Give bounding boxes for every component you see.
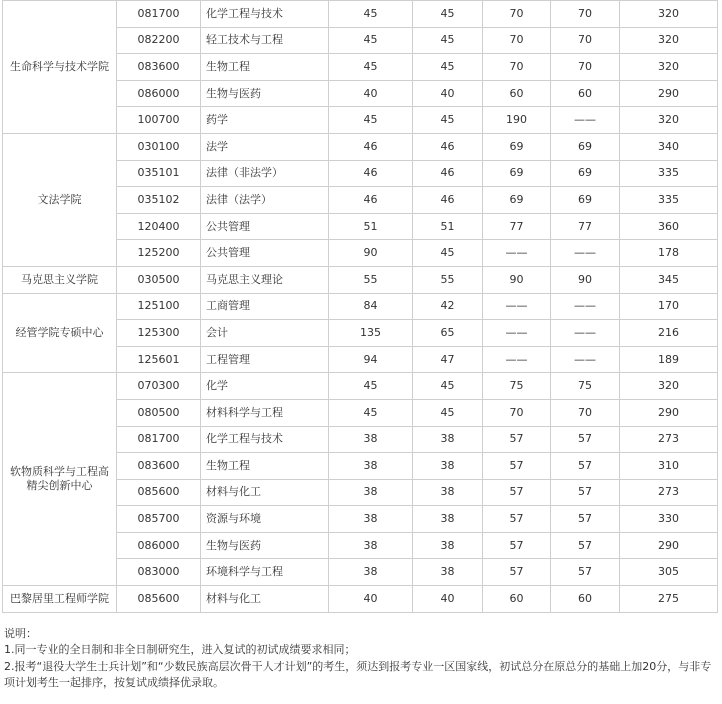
major-name-cell: 工商管理 bbox=[201, 293, 329, 320]
note-item-1: 1.同一专业的全日制和非全日制研究生，进入复试的初试成绩要求相同； bbox=[4, 643, 356, 656]
total-score-cell: 330 bbox=[620, 506, 718, 533]
subject-one-score-cell: 190 bbox=[483, 107, 551, 134]
foreign-language-score-cell: 38 bbox=[413, 479, 483, 506]
score-table bbox=[2, 0, 718, 613]
total-score-cell: 320 bbox=[620, 1, 718, 28]
subject-two-score-cell: 69 bbox=[551, 187, 620, 214]
politics-score-cell: 38 bbox=[329, 506, 413, 533]
foreign-language-score-cell: 46 bbox=[413, 160, 483, 187]
subject-one-score-cell: 60 bbox=[483, 586, 551, 613]
subject-two-score-cell: —— bbox=[551, 320, 620, 347]
subject-two-score-cell: 75 bbox=[551, 373, 620, 400]
table-row bbox=[3, 1, 718, 28]
foreign-language-score-cell: 45 bbox=[413, 399, 483, 426]
major-code-cell: 100700 bbox=[117, 107, 201, 134]
major-code-cell: 125200 bbox=[117, 240, 201, 267]
major-code-cell: 125300 bbox=[117, 320, 201, 347]
foreign-language-score-cell: 55 bbox=[413, 266, 483, 293]
foreign-language-score-cell: 45 bbox=[413, 373, 483, 400]
subject-two-score-cell: —— bbox=[551, 346, 620, 373]
major-code-cell: 081700 bbox=[117, 1, 201, 28]
politics-score-cell: 90 bbox=[329, 240, 413, 267]
total-score-cell: 216 bbox=[620, 320, 718, 347]
major-code-cell: 083600 bbox=[117, 54, 201, 81]
subject-one-score-cell: 70 bbox=[483, 399, 551, 426]
politics-score-cell: 45 bbox=[329, 107, 413, 134]
table-row bbox=[3, 293, 718, 320]
college-name-cell: 软物质科学与工程高精尖创新中心 bbox=[3, 373, 117, 586]
total-score-cell: 345 bbox=[620, 266, 718, 293]
major-code-cell: 086000 bbox=[117, 80, 201, 107]
subject-one-score-cell: —— bbox=[483, 240, 551, 267]
total-score-cell: 335 bbox=[620, 187, 718, 214]
major-name-cell: 生物与医药 bbox=[201, 532, 329, 559]
total-score-cell: 290 bbox=[620, 80, 718, 107]
subject-two-score-cell: —— bbox=[551, 293, 620, 320]
politics-score-cell: 38 bbox=[329, 532, 413, 559]
subject-two-score-cell: 57 bbox=[551, 559, 620, 586]
subject-two-score-cell: 69 bbox=[551, 160, 620, 187]
subject-two-score-cell: 57 bbox=[551, 479, 620, 506]
total-score-cell: 305 bbox=[620, 559, 718, 586]
table-row bbox=[3, 133, 718, 160]
foreign-language-score-cell: 38 bbox=[413, 506, 483, 533]
college-name-cell: 生命科学与技术学院 bbox=[3, 1, 117, 134]
subject-two-score-cell: 57 bbox=[551, 453, 620, 480]
foreign-language-score-cell: 51 bbox=[413, 213, 483, 240]
foreign-language-score-cell: 45 bbox=[413, 1, 483, 28]
subject-one-score-cell: —— bbox=[483, 293, 551, 320]
subject-one-score-cell: 75 bbox=[483, 373, 551, 400]
total-score-cell: 320 bbox=[620, 27, 718, 54]
major-code-cell: 083000 bbox=[117, 559, 201, 586]
politics-score-cell: 135 bbox=[329, 320, 413, 347]
subject-one-score-cell: 57 bbox=[483, 559, 551, 586]
politics-score-cell: 46 bbox=[329, 160, 413, 187]
major-name-cell: 法学 bbox=[201, 133, 329, 160]
table-row bbox=[3, 266, 718, 293]
foreign-language-score-cell: 38 bbox=[413, 426, 483, 453]
subject-two-score-cell: —— bbox=[551, 240, 620, 267]
subject-one-score-cell: 77 bbox=[483, 213, 551, 240]
major-name-cell: 化学工程与技术 bbox=[201, 426, 329, 453]
foreign-language-score-cell: 45 bbox=[413, 107, 483, 134]
subject-one-score-cell: 69 bbox=[483, 133, 551, 160]
subject-two-score-cell: 70 bbox=[551, 54, 620, 81]
subject-two-score-cell: 90 bbox=[551, 266, 620, 293]
college-name-cell: 巴黎居里工程师学院 bbox=[3, 586, 117, 613]
subject-one-score-cell: 60 bbox=[483, 80, 551, 107]
total-score-cell: 340 bbox=[620, 133, 718, 160]
total-score-cell: 290 bbox=[620, 532, 718, 559]
major-code-cell: 082200 bbox=[117, 27, 201, 54]
foreign-language-score-cell: 42 bbox=[413, 293, 483, 320]
foreign-language-score-cell: 38 bbox=[413, 532, 483, 559]
politics-score-cell: 38 bbox=[329, 453, 413, 480]
major-name-cell: 生物工程 bbox=[201, 453, 329, 480]
major-name-cell: 法律（法学） bbox=[201, 187, 329, 214]
major-name-cell: 会计 bbox=[201, 320, 329, 347]
subject-one-score-cell: 57 bbox=[483, 479, 551, 506]
subject-one-score-cell: 70 bbox=[483, 27, 551, 54]
foreign-language-score-cell: 46 bbox=[413, 187, 483, 214]
politics-score-cell: 46 bbox=[329, 187, 413, 214]
total-score-cell: 320 bbox=[620, 54, 718, 81]
major-code-cell: 035101 bbox=[117, 160, 201, 187]
major-name-cell: 公共管理 bbox=[201, 213, 329, 240]
major-code-cell: 085600 bbox=[117, 479, 201, 506]
politics-score-cell: 45 bbox=[329, 373, 413, 400]
major-code-cell: 125601 bbox=[117, 346, 201, 373]
total-score-cell: 320 bbox=[620, 107, 718, 134]
major-name-cell: 工程管理 bbox=[201, 346, 329, 373]
subject-one-score-cell: 57 bbox=[483, 506, 551, 533]
politics-score-cell: 40 bbox=[329, 80, 413, 107]
major-name-cell: 材料与化工 bbox=[201, 479, 329, 506]
major-code-cell: 030500 bbox=[117, 266, 201, 293]
total-score-cell: 189 bbox=[620, 346, 718, 373]
major-code-cell: 120400 bbox=[117, 213, 201, 240]
table-row bbox=[3, 373, 718, 400]
major-code-cell: 125100 bbox=[117, 293, 201, 320]
politics-score-cell: 94 bbox=[329, 346, 413, 373]
major-name-cell: 马克思主义理论 bbox=[201, 266, 329, 293]
major-name-cell: 化学 bbox=[201, 373, 329, 400]
politics-score-cell: 45 bbox=[329, 27, 413, 54]
subject-one-score-cell: —— bbox=[483, 346, 551, 373]
subject-two-score-cell: 60 bbox=[551, 586, 620, 613]
subject-one-score-cell: 69 bbox=[483, 160, 551, 187]
politics-score-cell: 45 bbox=[329, 1, 413, 28]
note-item-2: 2.报考“退役大学生士兵计划”和“少数民族高层次骨干人才计划”的考生，须达到报考专业一区国家线，初试总分在原总分的基础上加20分，与非专项计划考生一起排序，按复试成绩择优录取。 bbox=[4, 660, 712, 689]
politics-score-cell: 40 bbox=[329, 586, 413, 613]
major-name-cell: 环境科学与工程 bbox=[201, 559, 329, 586]
foreign-language-score-cell: 38 bbox=[413, 559, 483, 586]
politics-score-cell: 55 bbox=[329, 266, 413, 293]
total-score-cell: 310 bbox=[620, 453, 718, 480]
table-row bbox=[3, 586, 718, 613]
total-score-cell: 273 bbox=[620, 426, 718, 453]
college-name-cell: 文法学院 bbox=[3, 133, 117, 266]
major-code-cell: 035102 bbox=[117, 187, 201, 214]
subject-one-score-cell: 57 bbox=[483, 426, 551, 453]
subject-one-score-cell: 57 bbox=[483, 453, 551, 480]
total-score-cell: 320 bbox=[620, 373, 718, 400]
foreign-language-score-cell: 40 bbox=[413, 586, 483, 613]
foreign-language-score-cell: 45 bbox=[413, 240, 483, 267]
major-name-cell: 生物与医药 bbox=[201, 80, 329, 107]
subject-two-score-cell: 60 bbox=[551, 80, 620, 107]
subject-two-score-cell: 70 bbox=[551, 399, 620, 426]
college-name-cell: 马克思主义学院 bbox=[3, 266, 117, 293]
foreign-language-score-cell: 47 bbox=[413, 346, 483, 373]
total-score-cell: 335 bbox=[620, 160, 718, 187]
politics-score-cell: 38 bbox=[329, 426, 413, 453]
major-name-cell: 资源与环境 bbox=[201, 506, 329, 533]
politics-score-cell: 46 bbox=[329, 133, 413, 160]
subject-two-score-cell: 70 bbox=[551, 27, 620, 54]
major-name-cell: 材料科学与工程 bbox=[201, 399, 329, 426]
total-score-cell: 170 bbox=[620, 293, 718, 320]
politics-score-cell: 38 bbox=[329, 559, 413, 586]
subject-two-score-cell: 70 bbox=[551, 1, 620, 28]
score-table-body bbox=[3, 1, 718, 613]
total-score-cell: 273 bbox=[620, 479, 718, 506]
foreign-language-score-cell: 46 bbox=[413, 133, 483, 160]
major-name-cell: 药学 bbox=[201, 107, 329, 134]
subject-one-score-cell: 69 bbox=[483, 187, 551, 214]
subject-one-score-cell: 90 bbox=[483, 266, 551, 293]
major-name-cell: 生物工程 bbox=[201, 54, 329, 81]
major-code-cell: 080500 bbox=[117, 399, 201, 426]
notes-heading: 说明： bbox=[4, 627, 37, 640]
major-name-cell: 材料与化工 bbox=[201, 586, 329, 613]
subject-two-score-cell: —— bbox=[551, 107, 620, 134]
politics-score-cell: 45 bbox=[329, 399, 413, 426]
total-score-cell: 360 bbox=[620, 213, 718, 240]
politics-score-cell: 45 bbox=[329, 54, 413, 81]
major-name-cell: 公共管理 bbox=[201, 240, 329, 267]
subject-one-score-cell: 70 bbox=[483, 1, 551, 28]
politics-score-cell: 84 bbox=[329, 293, 413, 320]
subject-two-score-cell: 69 bbox=[551, 133, 620, 160]
subject-one-score-cell: —— bbox=[483, 320, 551, 347]
college-name-cell: 经管学院专硕中心 bbox=[3, 293, 117, 373]
foreign-language-score-cell: 45 bbox=[413, 54, 483, 81]
subject-one-score-cell: 70 bbox=[483, 54, 551, 81]
major-name-cell: 化学工程与技术 bbox=[201, 1, 329, 28]
major-code-cell: 085600 bbox=[117, 586, 201, 613]
major-code-cell: 070300 bbox=[117, 373, 201, 400]
foreign-language-score-cell: 38 bbox=[413, 453, 483, 480]
politics-score-cell: 38 bbox=[329, 479, 413, 506]
total-score-cell: 290 bbox=[620, 399, 718, 426]
subject-two-score-cell: 57 bbox=[551, 426, 620, 453]
subject-two-score-cell: 57 bbox=[551, 532, 620, 559]
total-score-cell: 275 bbox=[620, 586, 718, 613]
subject-two-score-cell: 57 bbox=[551, 506, 620, 533]
politics-score-cell: 51 bbox=[329, 213, 413, 240]
major-code-cell: 030100 bbox=[117, 133, 201, 160]
foreign-language-score-cell: 45 bbox=[413, 27, 483, 54]
foreign-language-score-cell: 65 bbox=[413, 320, 483, 347]
subject-one-score-cell: 57 bbox=[483, 532, 551, 559]
major-code-cell: 083600 bbox=[117, 453, 201, 480]
foreign-language-score-cell: 40 bbox=[413, 80, 483, 107]
major-code-cell: 085700 bbox=[117, 506, 201, 533]
major-name-cell: 法律（非法学） bbox=[201, 160, 329, 187]
major-name-cell: 轻工技术与工程 bbox=[201, 27, 329, 54]
notes-section bbox=[4, 626, 718, 691]
total-score-cell: 178 bbox=[620, 240, 718, 267]
major-code-cell: 081700 bbox=[117, 426, 201, 453]
subject-two-score-cell: 77 bbox=[551, 213, 620, 240]
major-code-cell: 086000 bbox=[117, 532, 201, 559]
